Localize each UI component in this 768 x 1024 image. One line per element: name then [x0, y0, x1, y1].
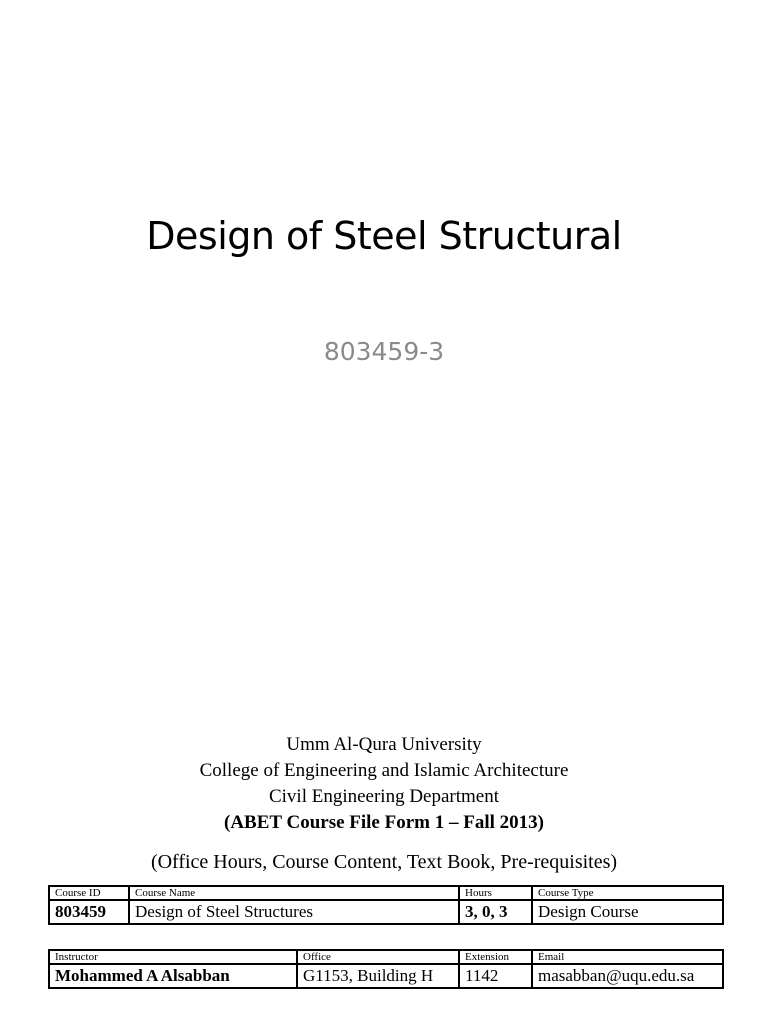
course-table [48, 885, 724, 925]
header-cell-office: Office [297, 950, 459, 964]
table-header-row [49, 886, 723, 900]
cell-course-name: Design of Steel Structures [129, 900, 459, 924]
header-cell-extension: Extension [459, 950, 532, 964]
header-cell-course-id: Course ID [49, 886, 129, 900]
header-cell-course-name: Course Name [129, 886, 459, 900]
cell-extension: 1142 [459, 964, 532, 988]
slide-title: Design of Steel Structural [146, 214, 622, 258]
cell-office: G1153, Building H [297, 964, 459, 988]
table-row [49, 964, 723, 988]
college-name: College of Engineering and Islamic Architecture [199, 760, 569, 781]
table-row [49, 900, 723, 924]
cell-email: masabban@uqu.edu.sa [532, 964, 723, 988]
header-cell-instructor: Instructor [49, 950, 297, 964]
cell-hours: 3, 0, 3 [459, 900, 532, 924]
department-name: Civil Engineering Department [268, 786, 500, 807]
header-cell-hours: Hours [459, 886, 532, 900]
cell-course-id: 803459 [49, 900, 129, 924]
header-cell-course-type: Course Type [532, 886, 723, 900]
course-form-header [0, 732, 768, 874]
table-header-row [49, 950, 723, 964]
slide-subtitle: 803459-3 [323, 337, 445, 366]
form-name: (ABET Course File Form 1 – Fall 2013) [224, 812, 544, 833]
instructor-table [48, 949, 724, 989]
cell-course-type: Design Course [532, 900, 723, 924]
cell-instructor-name: Mohammed A Alsabban [49, 964, 297, 988]
form-contents-hint: (Office Hours, Course Content, Text Book, Pre-requisites) [150, 851, 618, 873]
header-cell-email: Email [532, 950, 723, 964]
university-name: Umm Al-Qura University [286, 734, 482, 755]
